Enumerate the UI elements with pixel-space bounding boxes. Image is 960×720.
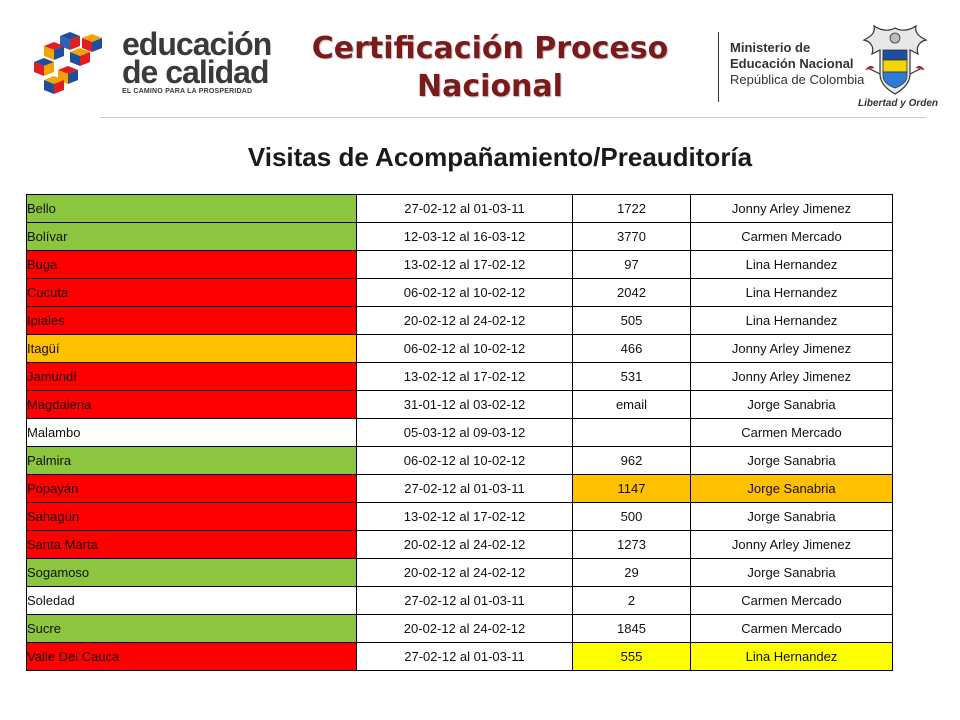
table-row xyxy=(27,307,893,335)
municipio-cell: Malambo xyxy=(27,419,357,447)
logo-divider xyxy=(718,32,719,102)
mosaic-icon xyxy=(30,32,122,96)
table-row xyxy=(27,503,893,531)
municipio-cell: Buga xyxy=(27,251,357,279)
title-line1: Certificación Proceso xyxy=(311,31,669,66)
educacion-de-calidad-logo xyxy=(30,26,272,100)
logo-line1: educación xyxy=(122,26,272,62)
municipio-cell: Bolívar xyxy=(27,223,357,251)
table-row xyxy=(27,335,893,363)
codigo-cell: 500 xyxy=(573,503,691,531)
codigo-cell: 1273 xyxy=(573,531,691,559)
municipio-cell: Cucuta xyxy=(27,279,357,307)
responsable-cell: Lina Hernandez xyxy=(691,643,893,671)
slide-header xyxy=(0,0,960,125)
municipio-cell: Bello xyxy=(27,195,357,223)
municipio-cell: Sogamoso xyxy=(27,559,357,587)
fechas-cell: 13-02-12 al 17-02-12 xyxy=(357,503,573,531)
page-title xyxy=(300,30,680,106)
codigo-cell: 505 xyxy=(573,307,691,335)
municipio-cell: Jamundí xyxy=(27,363,357,391)
municipio-cell: Valle Del Cauca xyxy=(27,643,357,671)
municipio-cell: Itagüí xyxy=(27,335,357,363)
responsable-cell: Carmen Mercado xyxy=(691,587,893,615)
responsable-cell: Jorge Sanabria xyxy=(691,559,893,587)
fechas-cell: 06-02-12 al 10-02-12 xyxy=(357,447,573,475)
section-subtitle: Visitas de Acompañamiento/Preauditoría xyxy=(247,142,753,172)
logo-tagline: EL CAMINO PARA LA PROSPERIDAD xyxy=(122,88,253,95)
codigo-cell: 2 xyxy=(573,587,691,615)
responsable-cell: Lina Hernandez xyxy=(691,307,893,335)
codigo-cell: 2042 xyxy=(573,279,691,307)
fechas-cell: 06-02-12 al 10-02-12 xyxy=(357,335,573,363)
table-row xyxy=(27,195,893,223)
municipio-cell: Sucre xyxy=(27,615,357,643)
fechas-cell: 27-02-12 al 01-03-11 xyxy=(357,587,573,615)
fechas-cell: 12-03-12 al 16-03-12 xyxy=(357,223,573,251)
logo-line2: de calidad xyxy=(122,54,269,90)
table-row xyxy=(27,559,893,587)
ministerio-line3: República de Colombia xyxy=(730,72,865,87)
codigo-cell: 1147 xyxy=(573,475,691,503)
responsable-cell: Lina Hernandez xyxy=(691,251,893,279)
responsable-cell: Jonny Arley Jimenez xyxy=(691,531,893,559)
fechas-cell: 27-02-12 al 01-03-11 xyxy=(357,643,573,671)
responsable-cell: Jorge Sanabria xyxy=(691,391,893,419)
table-row xyxy=(27,643,893,671)
fechas-cell: 20-02-12 al 24-02-12 xyxy=(357,559,573,587)
codigo-cell: 29 xyxy=(573,559,691,587)
visits-table xyxy=(26,194,893,671)
motto-text: Libertad y Orden xyxy=(858,98,939,109)
table-row xyxy=(27,531,893,559)
municipio-cell: Palmira xyxy=(27,447,357,475)
municipio-cell: Magdalena xyxy=(27,391,357,419)
fechas-cell: 05-03-12 al 09-03-12 xyxy=(357,419,573,447)
ministerio-text xyxy=(730,40,864,88)
responsable-cell: Carmen Mercado xyxy=(691,615,893,643)
table-row xyxy=(27,363,893,391)
codigo-cell: 555 xyxy=(573,643,691,671)
table-row xyxy=(27,587,893,615)
table-row xyxy=(27,615,893,643)
table-row xyxy=(27,475,893,503)
table-row xyxy=(27,391,893,419)
ministerio-line2: Educación Nacional xyxy=(730,56,854,71)
fechas-cell: 13-02-12 al 17-02-12 xyxy=(357,363,573,391)
codigo-cell: 531 xyxy=(573,363,691,391)
codigo-cell: email xyxy=(573,391,691,419)
municipio-cell: Ipiales xyxy=(27,307,357,335)
responsable-cell: Jorge Sanabria xyxy=(691,503,893,531)
table-row xyxy=(27,223,893,251)
responsable-cell: Jorge Sanabria xyxy=(691,447,893,475)
fechas-cell: 27-02-12 al 01-03-11 xyxy=(357,195,573,223)
codigo-cell xyxy=(573,419,691,447)
municipio-cell: Sahagún xyxy=(27,503,357,531)
responsable-cell: Jonny Arley Jimenez xyxy=(691,363,893,391)
fechas-cell: 20-02-12 al 24-02-12 xyxy=(357,615,573,643)
codigo-cell: 962 xyxy=(573,447,691,475)
responsable-cell: Carmen Mercado xyxy=(691,223,893,251)
municipio-cell: Santa Marta xyxy=(27,531,357,559)
codigo-cell: 97 xyxy=(573,251,691,279)
title-line2: Nacional xyxy=(417,69,563,104)
codigo-cell: 3770 xyxy=(573,223,691,251)
fechas-cell: 20-02-12 al 24-02-12 xyxy=(357,531,573,559)
ministerio-logo xyxy=(718,24,938,114)
responsable-cell: Jorge Sanabria xyxy=(691,475,893,503)
ministerio-line1: Ministerio de xyxy=(730,40,811,55)
table-row xyxy=(27,447,893,475)
fechas-cell: 13-02-12 al 17-02-12 xyxy=(357,251,573,279)
table-row xyxy=(27,279,893,307)
responsable-cell: Jonny Arley Jimenez xyxy=(691,335,893,363)
responsable-cell: Carmen Mercado xyxy=(691,419,893,447)
logo-wordmark xyxy=(122,26,272,95)
fechas-cell: 20-02-12 al 24-02-12 xyxy=(357,307,573,335)
table-row xyxy=(27,419,893,447)
codigo-cell: 466 xyxy=(573,335,691,363)
header-divider xyxy=(100,117,926,118)
fechas-cell: 06-02-12 al 10-02-12 xyxy=(357,279,573,307)
municipio-cell: Popayán xyxy=(27,475,357,503)
municipio-cell: Soledad xyxy=(27,587,357,615)
fechas-cell: 31-01-12 al 03-02-12 xyxy=(357,391,573,419)
codigo-cell: 1845 xyxy=(573,615,691,643)
codigo-cell: 1722 xyxy=(573,195,691,223)
fechas-cell: 27-02-12 al 01-03-11 xyxy=(357,475,573,503)
responsable-cell: Lina Hernandez xyxy=(691,279,893,307)
table-row xyxy=(27,251,893,279)
responsable-cell: Jonny Arley Jimenez xyxy=(691,195,893,223)
coat-of-arms-icon xyxy=(860,24,930,98)
